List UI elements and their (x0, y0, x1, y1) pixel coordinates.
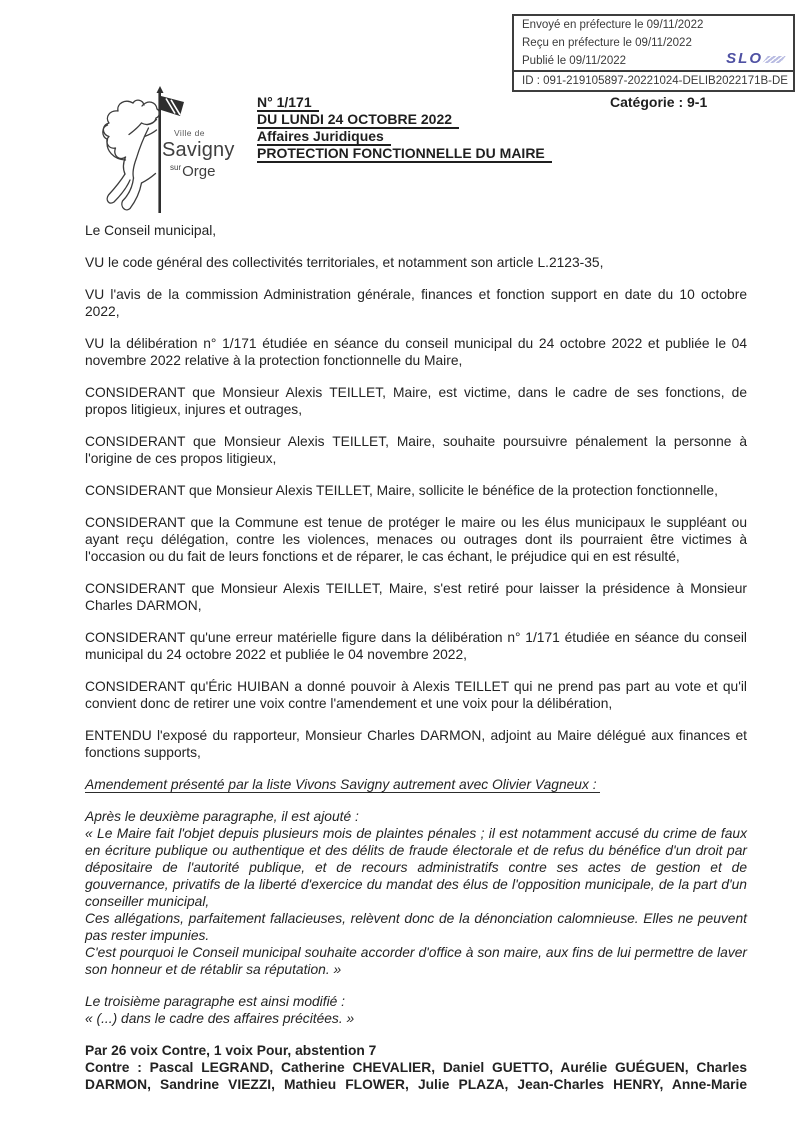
stamp-sent-line: Envoyé en préfecture le 09/11/2022 (522, 18, 704, 31)
paragraph-amendement-citation-1: « Le Maire fait l'objet depuis plusieurs mois de plaintes pénales ; il est notamment accusé du crime de faux en écriture publique ou authentique et des délits de fraude électorale et de refus du bénéfice d'un droit par dépositaire de l'autorité publique, et de recours administratifs contre ses actes de gestion et de gouvernance, privatifs de la liberté d'exercice du mandat des élus de l'opposition municipale, de la part d'un conseiller municipal, (85, 826, 747, 909)
paragraph-considerant-victime: CONSIDERANT que Monsieur Alexis TEILLET, Maire, est victime, dans le cadre de ses fonctions, de propos litigieux, injures et outrages, (85, 385, 747, 417)
stamp-published-line (514, 52, 793, 70)
slo-logo-text: SLO (726, 50, 763, 67)
paragraph-considerant-retrait: CONSIDERANT que Monsieur Alexis TEILLET, Maire, s'est retiré pour laisser la présidence à Monsieur Charles DARMON, (85, 581, 747, 613)
paragraph-conseil-municipal: Le Conseil municipal, (85, 223, 217, 238)
paragraph-considerant-commune: CONSIDERANT que la Commune est tenue de protéger le maire ou les élus municipaux le suppléant ou ayant reçu délégation, contre les violences, menaces ou outrages dont ils pourraient être victimes à l'occasion ou du fait de leurs fonctions et de réparer, le cas échant, le préjudice qui en est résulté, (85, 515, 747, 564)
paragraph-considerant-erreur: CONSIDERANT qu'une erreur matérielle figure dans la délibération n° 1/171 étudiée en séance du conseil municipal du 24 octobre 2022 et publiée le 04 novembre 2022, (85, 630, 747, 662)
logo-sur-orge-label (170, 163, 215, 180)
logo-orge-label: Orge (182, 163, 216, 180)
paragraph-vu-avis: VU l'avis de la commission Administration générale, finances et fonction support en date du 10 octobre 2022, (85, 287, 747, 319)
paragraph-modification-citation: « (...) dans le cadre des affaires précitées. » (85, 1011, 355, 1026)
deliberation-header (257, 94, 552, 162)
paragraph-considerant-poursuite: CONSIDERANT que Monsieur Alexis TEILLET, Maire, souhaite poursuivre pénalement la personne à l'origine de ces propos litigieux, (85, 434, 747, 466)
paragraph-amendement-intro: Après le deuxième paragraphe, il est ajouté : (85, 809, 359, 824)
stamp-published-text: Publié le 09/11/2022 (522, 54, 627, 67)
document-body (85, 222, 747, 1093)
paragraph-vote-result: Par 26 voix Contre, 1 voix Pour, abstention 7 (85, 1043, 377, 1058)
paragraph-entendu: ENTENDU l'exposé du rapporteur, Monsieur Charles DARMON, adjoint au Maire délégué aux finances et fonctions supports, (85, 728, 747, 760)
paragraph-considerant-protection: CONSIDERANT que Monsieur Alexis TEILLET, Maire, sollicite le bénéfice de la protection fonctionnelle, (85, 483, 718, 498)
paragraph-amendement-citation-2: Ces allégations, parfaitement fallacieuses, relèvent donc de la dénonciation calomnieuse. Elles ne peuvent pas rester impunies. (85, 911, 747, 943)
paragraph-amendement-citation-3: C'est pourquoi le Conseil municipal souhaite accorder d'office à son maire, aux fins de lui permettre de laver son honneur et de rétablir sa réputation. » (85, 945, 747, 977)
deliberation-subject: PROTECTION FONCTIONNELLE DU MAIRE (257, 145, 552, 163)
slo-platform-logo (726, 52, 783, 65)
city-logo (92, 86, 252, 218)
paragraph-vu-code: VU le code général des collectivités territoriales, et notamment son article L.2123-35, (85, 255, 604, 270)
deliberation-number: N° 1/171 (257, 94, 319, 112)
deliberation-service: Affaires Juridiques (257, 128, 391, 146)
deliberation-date: DU LUNDI 24 OCTOBRE 2022 (257, 111, 459, 129)
prefecture-stamp (512, 14, 795, 92)
category-label: Catégorie : 9-1 (610, 94, 708, 110)
amendement-heading-text: Amendement présenté par la liste Vivons Savigny autrement avec Olivier Vagneux : (85, 777, 600, 793)
paragraph-considerant-pouvoir: CONSIDERANT qu'Éric HUIBAN a donné pouvoir à Alexis TEILLET qui ne prend pas part au vote et qu'il convient donc de retirer une voix contre l'amendement et une voix pour la délibération, (85, 679, 747, 711)
paragraph-vote-contre-list: Contre : Pascal LEGRAND, Catherine CHEVALIER, Daniel GUETTO, Aurélie GUÉGUEN, Charles DARMON, Sandrine VIEZZI, Mathieu FLOWER, Julie PLAZA, Jean-Charles HENRY, Anne-Marie (85, 1060, 747, 1092)
slo-swoosh-icon (762, 56, 785, 63)
logo-ville-de-label: Ville de (174, 128, 205, 138)
paragraph-modification-intro: Le troisième paragraphe est ainsi modifié : (85, 994, 345, 1009)
paragraph-vu-deliberation: VU la délibération n° 1/171 étudiée en séance du conseil municipal du 24 octobre 2022 et publiée le 04 novembre 2022 relative à la protection fonctionnelle du Maire, (85, 336, 747, 368)
logo-sur-label: sur (170, 163, 182, 172)
paragraph-amendement-heading (85, 776, 747, 793)
stamp-id-line: ID : 091-219105897-20221024-DELIB2022171B-DE (514, 70, 793, 90)
stamp-received-line: Reçu en préfecture le 09/11/2022 (522, 36, 692, 49)
logo-savigny-label: Savigny (162, 139, 235, 161)
